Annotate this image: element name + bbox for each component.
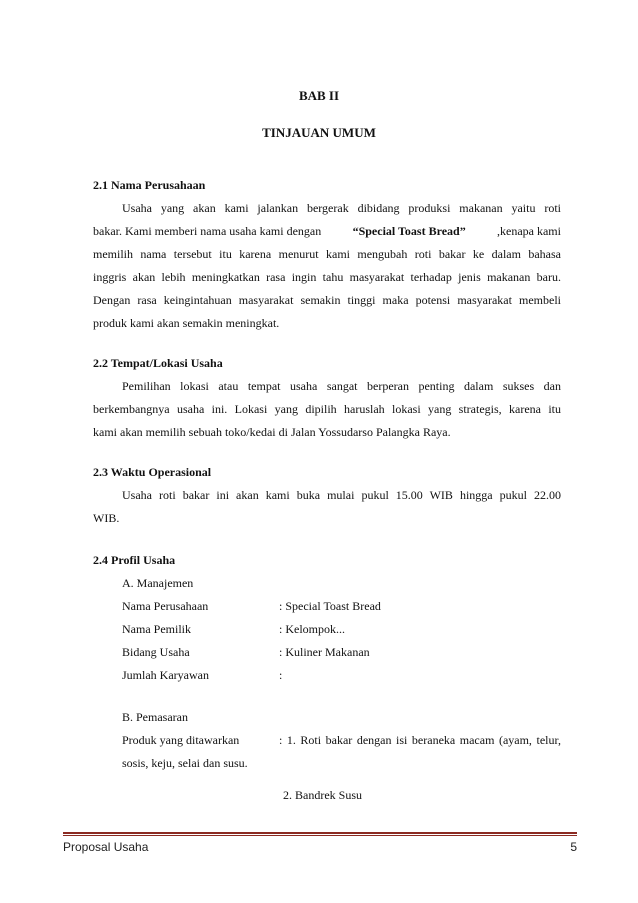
field-label: Nama Perusahaan [122,599,209,613]
paragraph-line: berkembangnya usaha ini. Lokasi yang dipilih haruslah lokasi yang strategis, karena itu [93,402,561,416]
product-item-2: 2. Bandrek Susu [283,788,362,802]
field-value-continued: sosis, keju, selai dan susu. [122,756,248,770]
paragraph-line: WIB. [93,511,120,525]
subsection-manajemen: A. Manajemen [122,576,194,590]
section-heading-2-1: 2.1 Nama Perusahaan [93,178,206,192]
paragraph-line [93,224,561,239]
field-value: : Kuliner Makanan [279,645,370,659]
text-segment: bakar. Kami memberi nama usaha kami dengan [93,224,322,238]
chapter-title: TINJAUAN UMUM [262,125,376,140]
field-label: Produk yang ditawarkan [122,733,240,747]
page-number: 5 [570,840,577,854]
field-value: : [279,668,283,682]
footer-rule-thin [63,835,577,836]
chapter-number: BAB II [298,88,340,103]
field-label: Jumlah Karyawan [122,668,209,682]
paragraph-line: kami akan memilih sebuah toko/kedai di Jalan Yossudarso Palangka Raya. [93,425,451,439]
paragraph-line: produk kami akan semakin meningkat. [93,316,280,330]
field-value: : 1. Roti bakar dengan isi beraneka macam (ayam, telur, [279,733,561,747]
paragraph-line: Usaha roti bakar ini akan kami buka mulai pukul 15.00 WIB hingga pukul 22.00 [122,488,561,502]
section-heading-2-4: 2.4 Profil Usaha [93,553,176,567]
paragraph-line: inggris akan lebih meningkatkan rasa ingin tahu masyarakat terhadap jenis makanan baru. [93,270,561,284]
paragraph-line: Pemilihan lokasi atau tempat usaha sangat berperan penting dalam sukses dan [122,379,561,393]
subsection-pemasaran: B. Pemasaran [122,710,188,724]
footer-rule [63,832,577,834]
paragraph-line: Usaha yang akan kami jalankan bergerak dibidang produksi makanan yaitu roti [122,201,561,215]
field-value: : Kelompok... [279,622,345,636]
section-heading-2-3: 2.3 Waktu Operasional [93,465,212,479]
paragraph-line: memilih nama tersebut itu karena menurut kami mengubah roti bakar ke dalam bahasa [93,247,561,261]
field-label: Bidang Usaha [122,645,190,659]
footer-title: Proposal Usaha [63,840,149,854]
field-label: Nama Pemilik [122,622,191,636]
section-heading-2-2: 2.2 Tempat/Lokasi Usaha [93,356,223,370]
company-name-emphasis: “Special Toast Bread” [352,224,466,238]
text-segment: ,kenapa kami [497,224,561,238]
field-value: : Special Toast Bread [279,599,381,613]
paragraph-line: Dengan rasa keingintahuan masyarakat semakin tinggi maka potensi masyarakat membeli [93,293,561,307]
